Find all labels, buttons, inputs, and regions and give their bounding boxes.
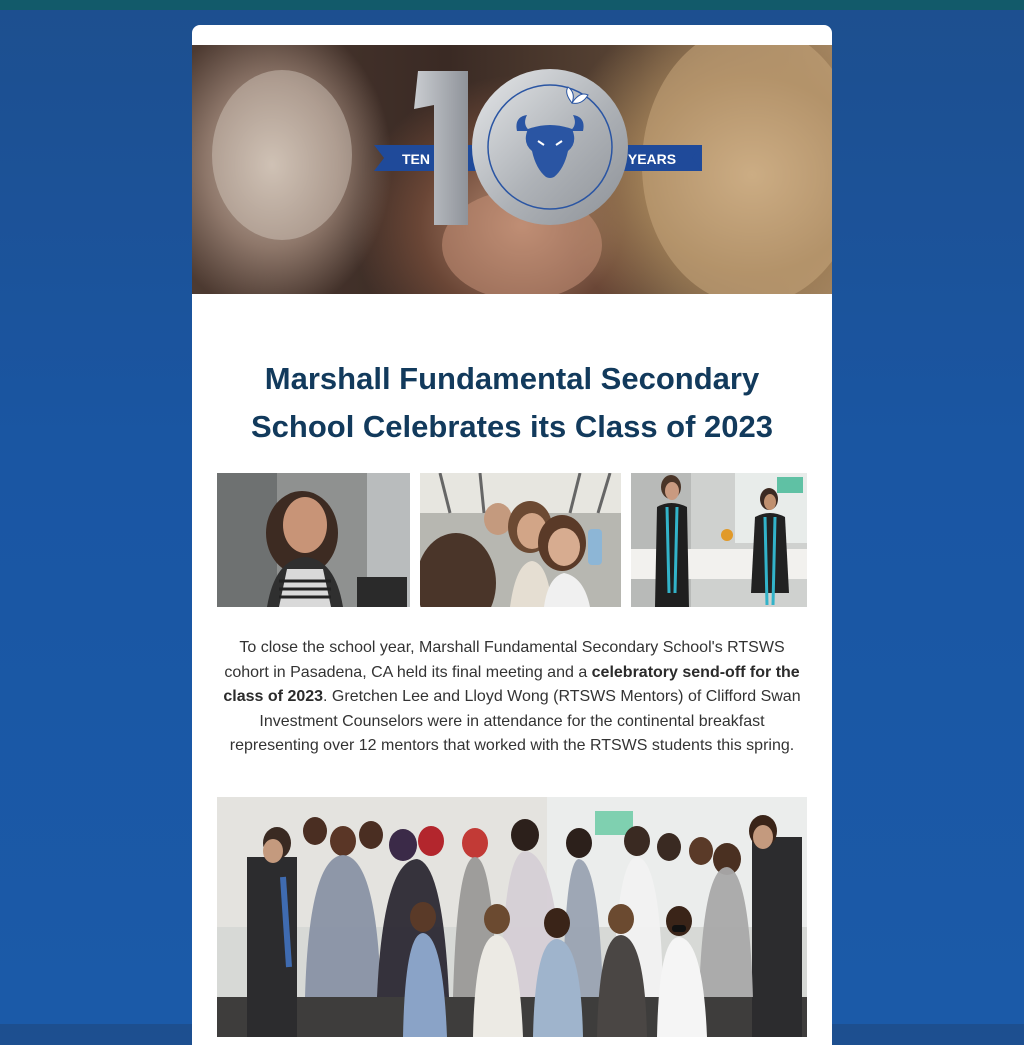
photo-mentor-speaking bbox=[217, 473, 410, 607]
hero-banner-image bbox=[192, 45, 832, 294]
article-title: Marshall Fundamental Secondary School Celebrates its Class of 2023 bbox=[250, 361, 774, 444]
paragraph-bold-text: celebratory send-off for the class of 2023 bbox=[223, 663, 800, 706]
photo-mentors-with-stoles bbox=[631, 473, 807, 607]
paragraph-text-part2: . Gretchen Lee and Lloyd Wong (RTSWS Mentors) of Clifford Swan Investment Counselors were in attendance for the continental breakfast representing over 12 mentors that worked with the RTSWS students this spring. bbox=[229, 688, 801, 755]
photo-students-smiling bbox=[420, 473, 621, 607]
article-paragraph bbox=[217, 636, 807, 759]
ten-years-logo bbox=[192, 45, 832, 294]
newsletter-card bbox=[192, 25, 832, 1045]
top-accent-bar bbox=[0, 0, 1024, 10]
ribbon-ten-text: TEN bbox=[402, 151, 430, 167]
ribbon-years-text: YEARS bbox=[627, 151, 677, 167]
photo-group-class-of-2023 bbox=[217, 797, 807, 1037]
paragraph-text-part1: To close the school year, Marshall Fundamental Secondary School's RTSWS cohort in Pasadena, CA held its final meeting and a bbox=[224, 639, 785, 681]
